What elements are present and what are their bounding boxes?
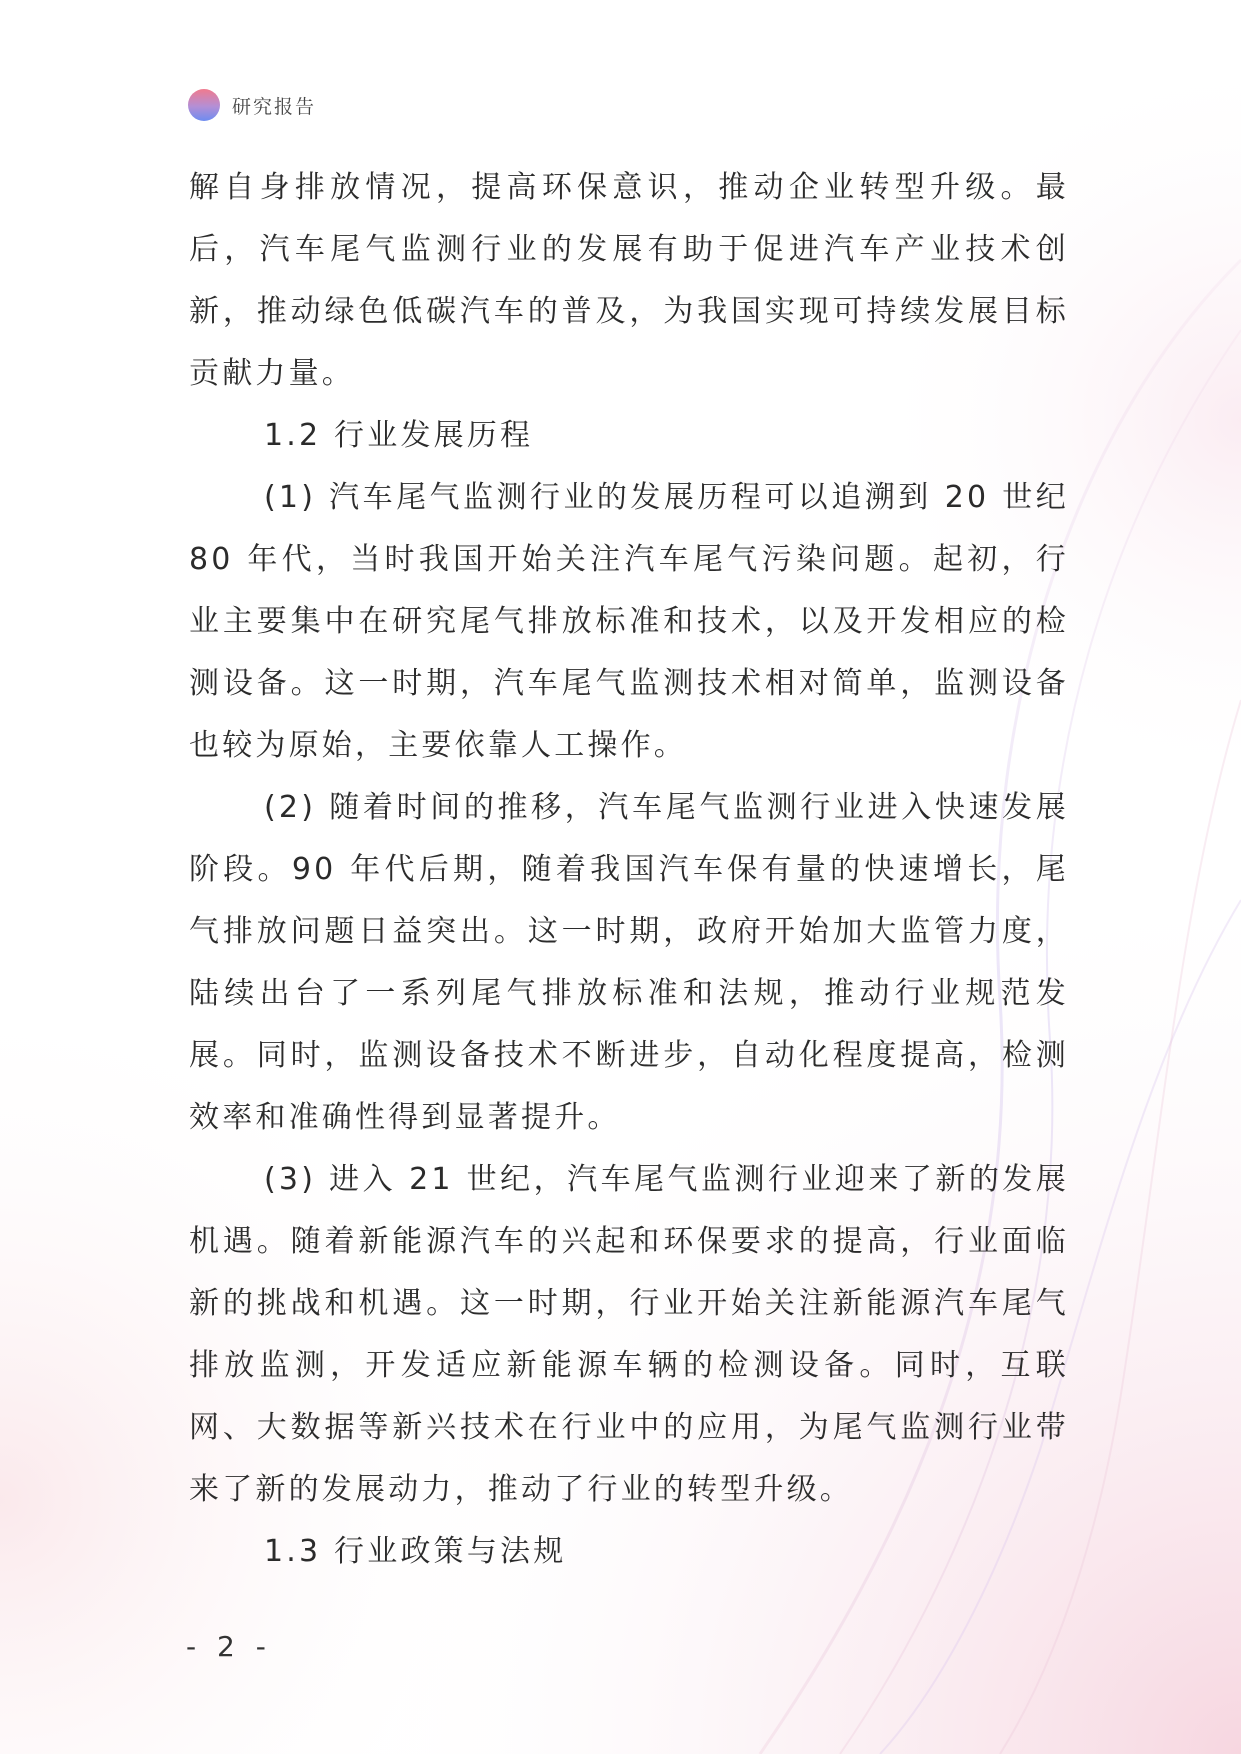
paragraph-history-1: (1) 汽车尾气监测行业的发展历程可以追溯到 20 世纪 80 年代，当时我国开始关注汽车尾气污染问题。起初，行业主要集中在研究尾气排放标准和技术，以及开发相应的检测设备。这一时期，汽车尾气监测技术相对简单，监测设备也较为原始，主要依靠人工操作。 bbox=[189, 480, 1069, 763]
paragraph-history-3: (3) 进入 21 世纪，汽车尾气监测行业迎来了新的发展机遇。随着新能源汽车的兴起和环保要求的提高，行业面临新的挑战和机遇。这一时期，行业开始关注新能源汽车尾气排放监测，开发适应新能源车辆的检测设备。同时，互联网、大数据等新兴技术在行业中的应用，为尾气监测行业带来了新的发展动力，推动了行业的转型升级。 bbox=[189, 1162, 1069, 1507]
paragraph-continuation: 解自身排放情况，提高环保意识，推动企业转型升级。最后，汽车尾气监测行业的发展有助于促进汽车产业技术创新，推动绿色低碳汽车的普及，为我国实现可持续发展目标贡献力量。 bbox=[189, 170, 1069, 391]
header-title: 研究报告 bbox=[232, 95, 317, 118]
report-logo-icon bbox=[188, 89, 220, 121]
report-header bbox=[188, 88, 316, 122]
document-body bbox=[189, 157, 1069, 1583]
section-heading-1-2: 1.2 行业发展历程 bbox=[264, 418, 534, 453]
section-heading-1-3: 1.3 行业政策与法规 bbox=[264, 1534, 567, 1569]
page-number: - 2 - bbox=[186, 1630, 272, 1663]
paragraph-history-2: (2) 随着时间的推移，汽车尾气监测行业进入快速发展阶段。90 年代后期，随着我国汽车保有量的快速增长，尾气排放问题日益突出。这一时期，政府开始加大监管力度，陆续出台了一系列尾气排放标准和法规，推动行业规范发展。同时，监测设备技术不断进步，自动化程度提高，检测效率和准确性得到显著提升。 bbox=[189, 790, 1069, 1135]
